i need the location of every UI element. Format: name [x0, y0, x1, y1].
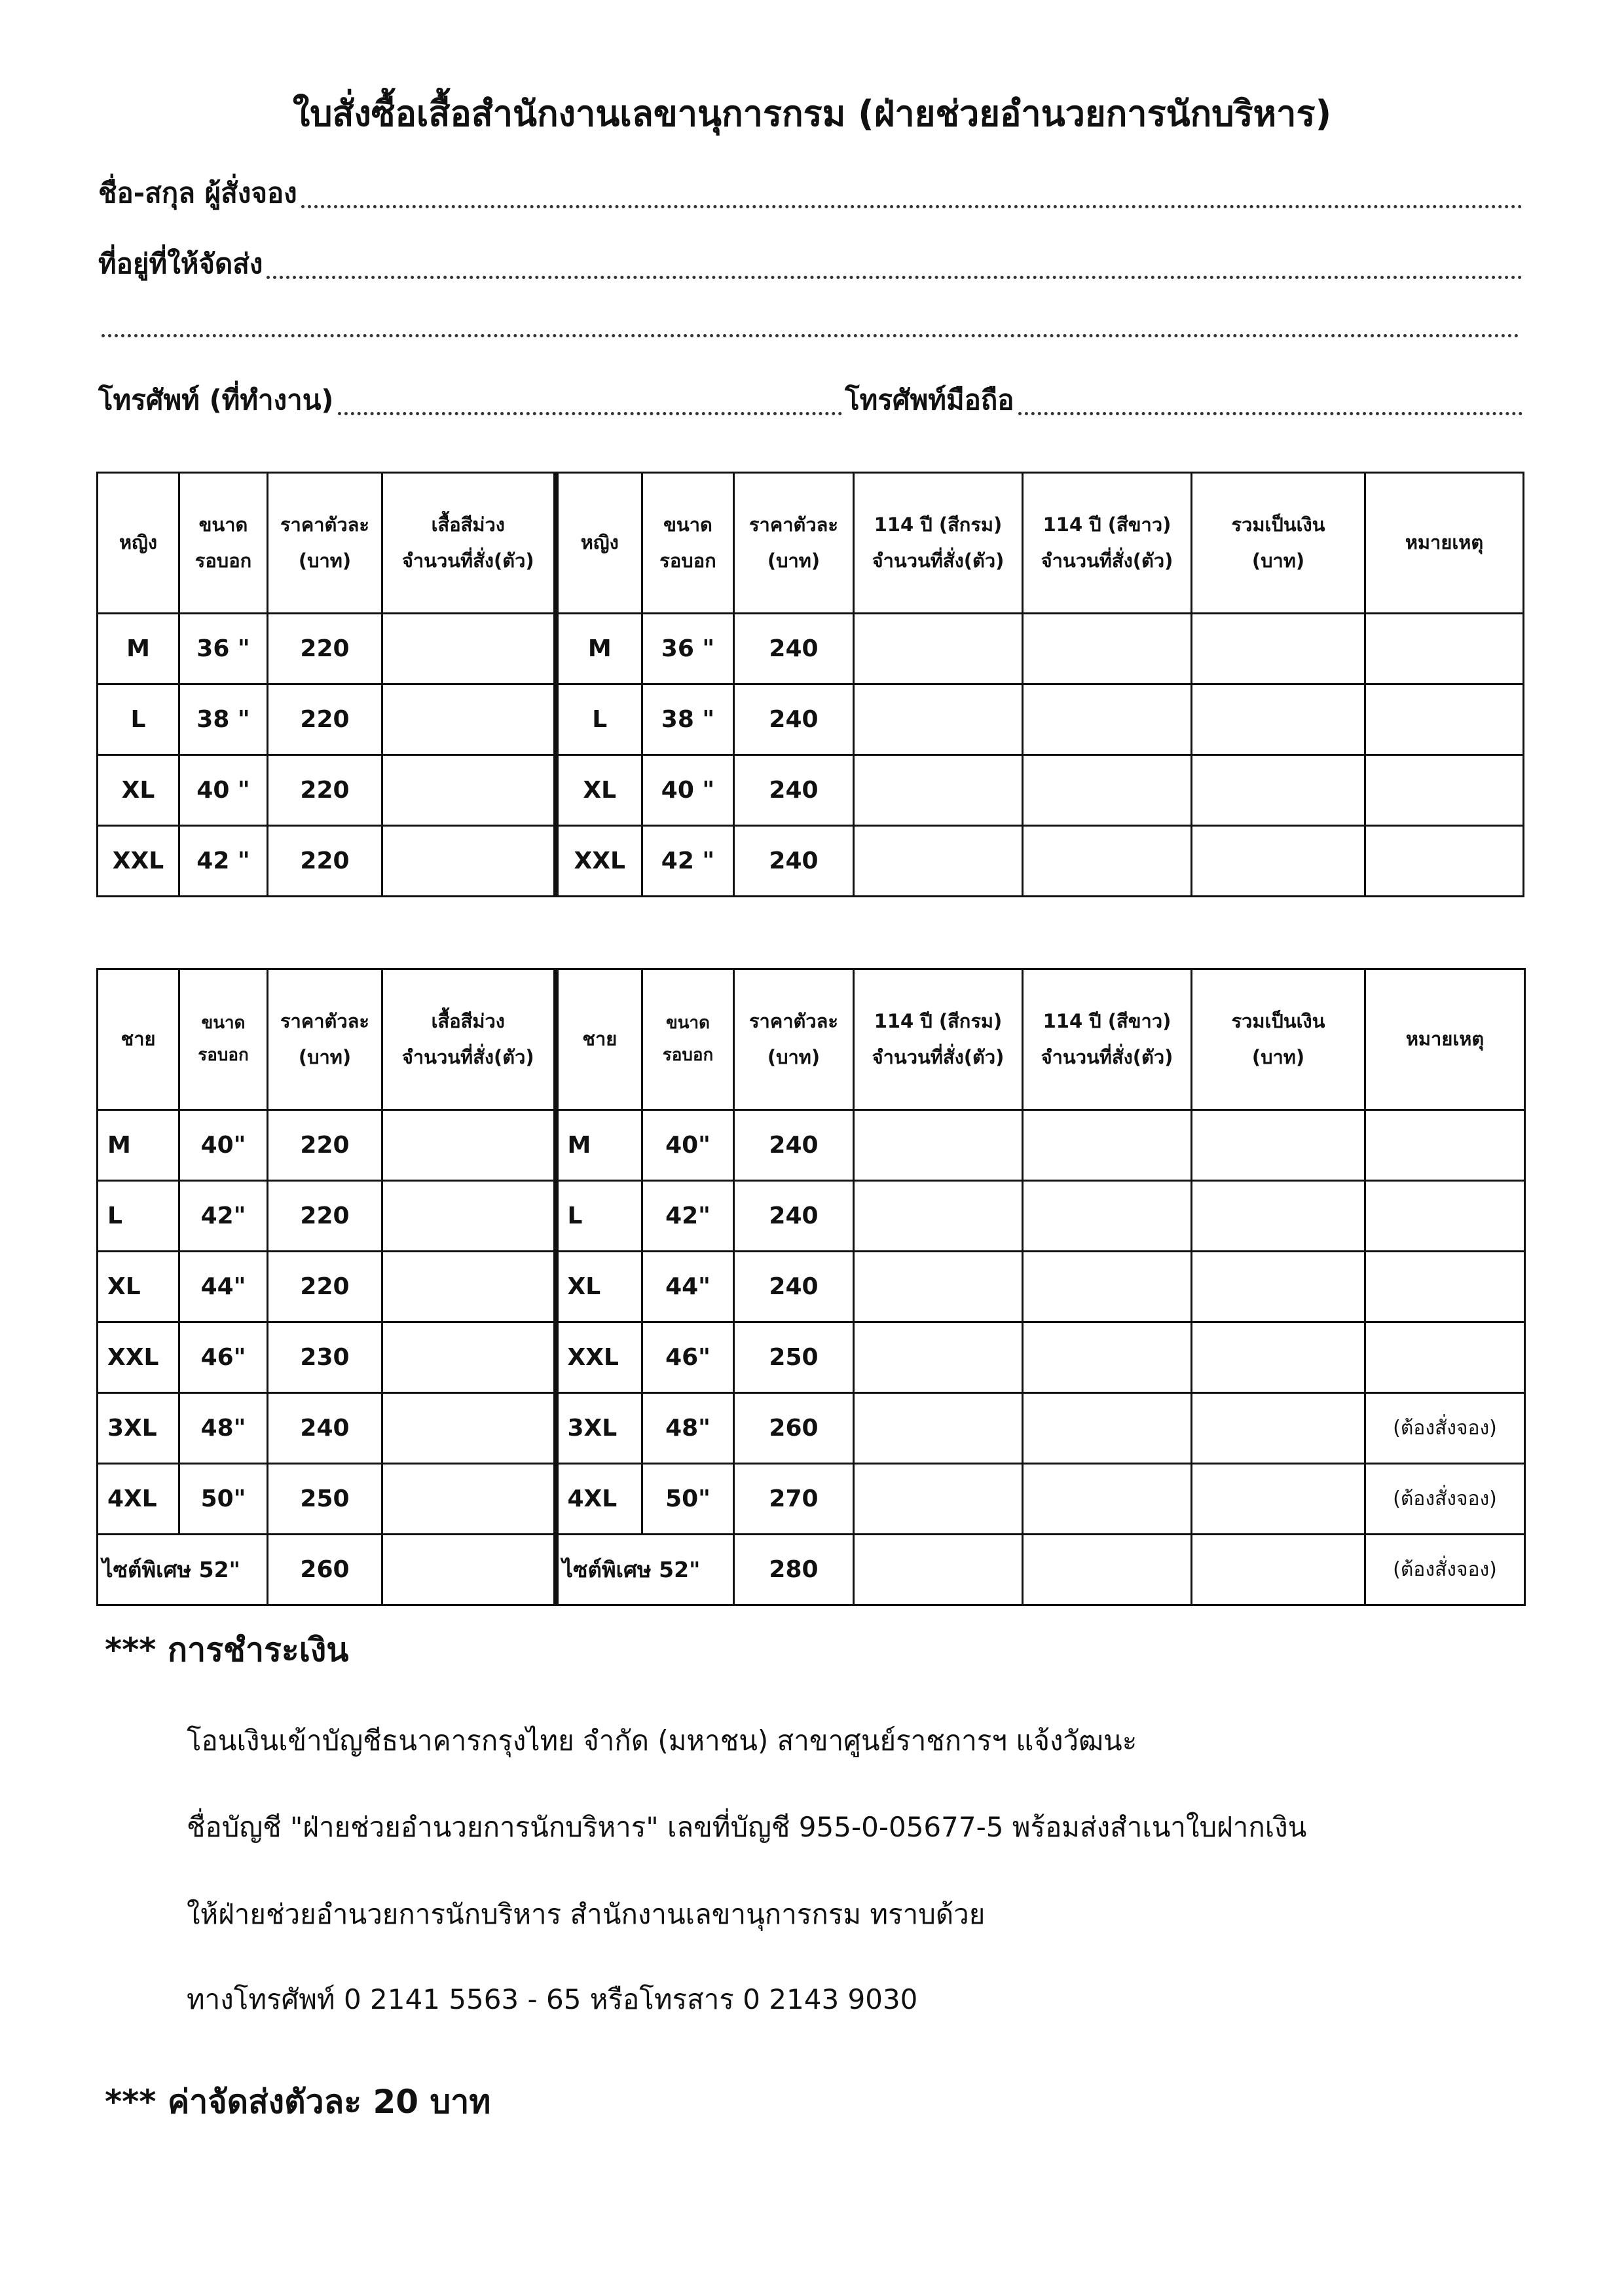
price-cell: 220 [268, 826, 382, 897]
work-phone-dotted-line[interactable] [338, 412, 843, 415]
navy-qty-cell[interactable] [854, 1110, 1023, 1181]
total-cell[interactable] [1192, 684, 1365, 755]
price-cell: 260 [734, 1393, 854, 1464]
size-chest-header-2 [642, 969, 734, 1110]
price-cell: 240 [734, 1252, 854, 1322]
size-cell: XL [98, 755, 179, 826]
remark-cell[interactable] [1365, 1322, 1525, 1393]
purple-qty-cell[interactable] [382, 826, 556, 897]
price-text: ราคาตัวละ [748, 513, 838, 536]
price-header [268, 473, 382, 614]
white-qty-cell[interactable] [1023, 1322, 1192, 1393]
table-row [98, 1322, 1525, 1393]
purple-qty-cell[interactable] [382, 1464, 556, 1535]
total-cell[interactable] [1192, 1252, 1365, 1322]
table-row [98, 614, 1524, 684]
phone-field[interactable] [98, 379, 1522, 422]
white-114-text: 114 ปี (สีขาว) [1043, 1009, 1172, 1032]
purple-qty-cell[interactable] [382, 1322, 556, 1393]
price-cell: 240 [734, 684, 854, 755]
shipping-note: *** ค่าจัดส่งตัวละ 20 บาท [105, 2083, 491, 2121]
navy-qty-cell[interactable] [854, 684, 1023, 755]
chest-cell: 42" [179, 1181, 268, 1252]
chest-text: รอบอก [662, 1045, 714, 1065]
price-cell: 220 [268, 755, 382, 826]
table-row [98, 684, 1524, 755]
total-cell[interactable] [1192, 1110, 1365, 1181]
total-header [1192, 473, 1365, 614]
size-cell: XL [98, 1252, 179, 1322]
size-cell: 4XL [556, 1464, 642, 1535]
remark-cell[interactable] [1365, 684, 1524, 755]
mobile-label: โทรศัพท์มือถือ [845, 384, 1014, 416]
price-cell: 270 [734, 1464, 854, 1535]
price-cell: 220 [268, 1252, 382, 1322]
remark-cell[interactable]: (ต้องสั่งจอง) [1365, 1393, 1525, 1464]
men-label-header: ชาย [98, 969, 179, 1110]
white-114-header [1023, 969, 1192, 1110]
address-dotted-line[interactable] [267, 276, 1522, 279]
size-cell: M [556, 614, 642, 684]
table-row [98, 1464, 1525, 1535]
special-size-cell: ไซต์พิเศษ 52" [98, 1535, 268, 1605]
total-cell[interactable] [1192, 826, 1365, 897]
special-size-cell: ไซต์พิเศษ 52" [556, 1535, 734, 1605]
price-cell: 280 [734, 1535, 854, 1605]
purple-qty-cell[interactable] [382, 684, 556, 755]
remark-cell[interactable] [1365, 614, 1524, 684]
size-chest-header-2 [642, 473, 734, 614]
chest-cell: 46" [642, 1322, 734, 1393]
purple-qty-cell[interactable] [382, 614, 556, 684]
navy-114-text: 114 ปี (สีกรม) [874, 513, 1003, 536]
white-qty-cell[interactable] [1023, 614, 1192, 684]
price-cell: 240 [734, 1110, 854, 1181]
address-label: ที่อยู่ที่ให้จัดส่ง [98, 248, 263, 280]
baht-text: (บาท) [767, 550, 821, 572]
baht-text: (บาท) [298, 550, 352, 572]
navy-qty-cell[interactable] [854, 755, 1023, 826]
size-chest-header [179, 473, 268, 614]
price-cell: 240 [268, 1393, 382, 1464]
chest-cell: 46" [179, 1322, 268, 1393]
size-cell: 3XL [556, 1393, 642, 1464]
size-cell: M [98, 1110, 179, 1181]
chest-cell: 50" [642, 1464, 734, 1535]
price-cell: 240 [734, 614, 854, 684]
payment-line: ให้ฝ่ายช่วยอำนวยการนักบริหาร สำนักงานเลขานุการกรม ทราบด้วย [187, 1898, 986, 1930]
price-cell: 220 [268, 614, 382, 684]
address-dotted-line-2[interactable] [101, 334, 1519, 337]
purple-shirt-header [382, 969, 556, 1110]
purple-qty-cell[interactable] [382, 1535, 556, 1605]
table-row [98, 1252, 1525, 1322]
address-field[interactable] [98, 242, 1522, 286]
remark-cell[interactable]: (ต้องสั่งจอง) [1365, 1535, 1525, 1605]
payment-heading: *** การชำระเงิน [105, 1631, 349, 1669]
chest-cell: 36 " [642, 614, 734, 684]
qty-text: จำนวนที่สั่ง(ตัว) [1041, 1046, 1173, 1068]
price-cell: 240 [734, 755, 854, 826]
total-cell[interactable] [1192, 1181, 1365, 1252]
price-text: ราคาตัวละ [748, 1009, 838, 1032]
price-cell: 250 [268, 1464, 382, 1535]
remark-cell[interactable]: (ต้องสั่งจอง) [1365, 1464, 1525, 1535]
size-cell: XL [556, 755, 642, 826]
price-cell: 220 [268, 684, 382, 755]
chest-cell: 38 " [642, 684, 734, 755]
size-cell: XXL [98, 826, 179, 897]
navy-114-header [854, 473, 1023, 614]
name-label: ชื่อ-สกุล ผู้สั่งจอง [98, 177, 297, 209]
purple-shirt-text: เสื้อสีม่วง [431, 513, 505, 536]
name-dotted-line[interactable] [301, 205, 1522, 208]
size-text: ขนาด [665, 1013, 710, 1033]
chest-cell: 50" [179, 1464, 268, 1535]
qty-text: จำนวนที่สั่ง(ตัว) [1041, 550, 1173, 572]
name-field[interactable] [98, 172, 1522, 215]
size-cell: L [98, 684, 179, 755]
baht-text: (บาท) [1251, 1046, 1305, 1068]
baht-text: (บาท) [298, 1046, 352, 1068]
white-qty-cell[interactable] [1023, 755, 1192, 826]
price-cell: 220 [268, 1181, 382, 1252]
size-cell: M [98, 614, 179, 684]
purple-qty-cell[interactable] [382, 1393, 556, 1464]
size-text: ขนาด [198, 513, 248, 536]
chest-cell: 40 " [179, 755, 268, 826]
total-header [1192, 969, 1365, 1110]
remark-header: หมายเหตุ [1365, 473, 1524, 614]
size-cell: M [556, 1110, 642, 1181]
price-cell: 240 [734, 826, 854, 897]
work-phone-label: โทรศัพท์ (ที่ทำงาน) [98, 384, 334, 416]
size-cell: L [98, 1181, 179, 1252]
total-text: รวมเป็นเงิน [1231, 1009, 1325, 1032]
navy-qty-cell[interactable] [854, 1393, 1023, 1464]
navy-114-text: 114 ปี (สีกรม) [874, 1009, 1003, 1032]
women-label-header-2: หญิง [556, 473, 642, 614]
price-header-2 [734, 969, 854, 1110]
white-qty-cell[interactable] [1023, 1464, 1192, 1535]
remark-cell[interactable] [1365, 1110, 1525, 1181]
white-qty-cell[interactable] [1023, 1535, 1192, 1605]
total-cell[interactable] [1192, 1322, 1365, 1393]
chest-cell: 40" [179, 1110, 268, 1181]
chest-cell: 40 " [642, 755, 734, 826]
size-text: ขนาด [663, 513, 712, 536]
navy-qty-cell[interactable] [854, 1322, 1023, 1393]
navy-qty-cell[interactable] [854, 1181, 1023, 1252]
white-qty-cell[interactable] [1023, 1393, 1192, 1464]
payment-line: โอนเงินเข้าบัญชีธนาคารกรุงไทย จำกัด (มหาชน) สาขาศูนย์ราชการฯ แจ้งวัฒนะ [187, 1725, 1137, 1757]
navy-qty-cell[interactable] [854, 614, 1023, 684]
total-cell[interactable] [1192, 1464, 1365, 1535]
remark-cell[interactable] [1365, 1181, 1525, 1252]
chest-cell: 38 " [179, 684, 268, 755]
form-title: ใบสั่งซื้อเสื้อสำนักงานเลขานุการกรม (ฝ่ายช่วยอำนวยการนักบริหาร) [292, 93, 1332, 134]
white-114-text: 114 ปี (สีขาว) [1043, 513, 1172, 536]
white-qty-cell[interactable] [1023, 684, 1192, 755]
total-cell[interactable] [1192, 1393, 1365, 1464]
white-114-header [1023, 473, 1192, 614]
total-cell[interactable] [1192, 614, 1365, 684]
white-qty-cell[interactable] [1023, 826, 1192, 897]
purple-qty-cell[interactable] [382, 755, 556, 826]
remark-cell[interactable] [1365, 1252, 1525, 1322]
size-cell: 4XL [98, 1464, 179, 1535]
navy-qty-cell[interactable] [854, 1535, 1023, 1605]
payment-line: ชื่อบัญชี "ฝ่ายช่วยอำนวยการนักบริหาร" เลขที่บัญชี 955-0-05677-5 พร้อมส่งสำเนาใบฝากเงิน [187, 1811, 1307, 1843]
men-order-table [96, 968, 1526, 1606]
purple-shirt-header [382, 473, 556, 614]
size-chest-header [179, 969, 268, 1110]
qty-text: จำนวนที่สั่ง(ตัว) [401, 550, 534, 572]
price-cell: 220 [268, 1110, 382, 1181]
mobile-dotted-line[interactable] [1018, 412, 1523, 415]
table-row [98, 1393, 1525, 1464]
size-cell: L [556, 1181, 642, 1252]
price-header [268, 969, 382, 1110]
size-text: ขนาด [201, 1013, 246, 1033]
table-row-special [98, 1535, 1525, 1605]
white-qty-cell[interactable] [1023, 1110, 1192, 1181]
size-cell: XXL [556, 1322, 642, 1393]
purple-qty-cell[interactable] [382, 1252, 556, 1322]
price-cell: 240 [734, 1181, 854, 1252]
chest-cell: 40" [642, 1110, 734, 1181]
table-row [98, 755, 1524, 826]
total-text: รวมเป็นเงิน [1231, 513, 1325, 536]
price-header-2 [734, 473, 854, 614]
size-cell: 3XL [98, 1393, 179, 1464]
chest-text: รอบอก [194, 550, 252, 572]
chest-cell: 42 " [179, 826, 268, 897]
price-text: ราคาตัวละ [280, 1009, 369, 1032]
price-cell: 250 [734, 1322, 854, 1393]
navy-qty-cell[interactable] [854, 1464, 1023, 1535]
payment-line: ทางโทรศัพท์ 0 2141 5563 - 65 หรือโทรสาร 0 2143 9030 [187, 1983, 918, 2015]
table-row [98, 1181, 1525, 1252]
white-qty-cell[interactable] [1023, 1252, 1192, 1322]
baht-text: (บาท) [767, 1046, 821, 1068]
white-qty-cell[interactable] [1023, 1181, 1192, 1252]
size-cell: L [556, 684, 642, 755]
size-cell: XXL [556, 826, 642, 897]
purple-qty-cell[interactable] [382, 1110, 556, 1181]
chest-cell: 48" [642, 1393, 734, 1464]
baht-text: (บาท) [1251, 550, 1305, 572]
total-cell[interactable] [1192, 1535, 1365, 1605]
remark-cell[interactable] [1365, 826, 1524, 897]
chest-cell: 44" [179, 1252, 268, 1322]
chest-cell: 48" [179, 1393, 268, 1464]
chest-cell: 36 " [179, 614, 268, 684]
purple-shirt-text: เสื้อสีม่วง [431, 1009, 505, 1032]
chest-text: รอบอก [198, 1045, 249, 1065]
price-cell: 260 [268, 1535, 382, 1605]
table-row [98, 1110, 1525, 1181]
purple-qty-cell[interactable] [382, 1181, 556, 1252]
remark-cell[interactable] [1365, 755, 1524, 826]
chest-cell: 42 " [642, 826, 734, 897]
table-row [98, 826, 1524, 897]
women-label-header: หญิง [98, 473, 179, 614]
total-cell[interactable] [1192, 755, 1365, 826]
men-label-header-2: ชาย [556, 969, 642, 1110]
chest-cell: 44" [642, 1252, 734, 1322]
navy-qty-cell[interactable] [854, 1252, 1023, 1322]
price-text: ราคาตัวละ [280, 513, 369, 536]
chest-text: รอบอก [659, 550, 716, 572]
qty-text: จำนวนที่สั่ง(ตัว) [401, 1046, 534, 1068]
qty-text: จำนวนที่สั่ง(ตัว) [872, 550, 1005, 572]
size-cell: XL [556, 1252, 642, 1322]
women-order-table [96, 472, 1524, 897]
qty-text: จำนวนที่สั่ง(ตัว) [872, 1046, 1005, 1068]
chest-cell: 42" [642, 1181, 734, 1252]
navy-114-header [854, 969, 1023, 1110]
navy-qty-cell[interactable] [854, 826, 1023, 897]
price-cell: 230 [268, 1322, 382, 1393]
remark-header: หมายเหตุ [1365, 969, 1525, 1110]
size-cell: XXL [98, 1322, 179, 1393]
